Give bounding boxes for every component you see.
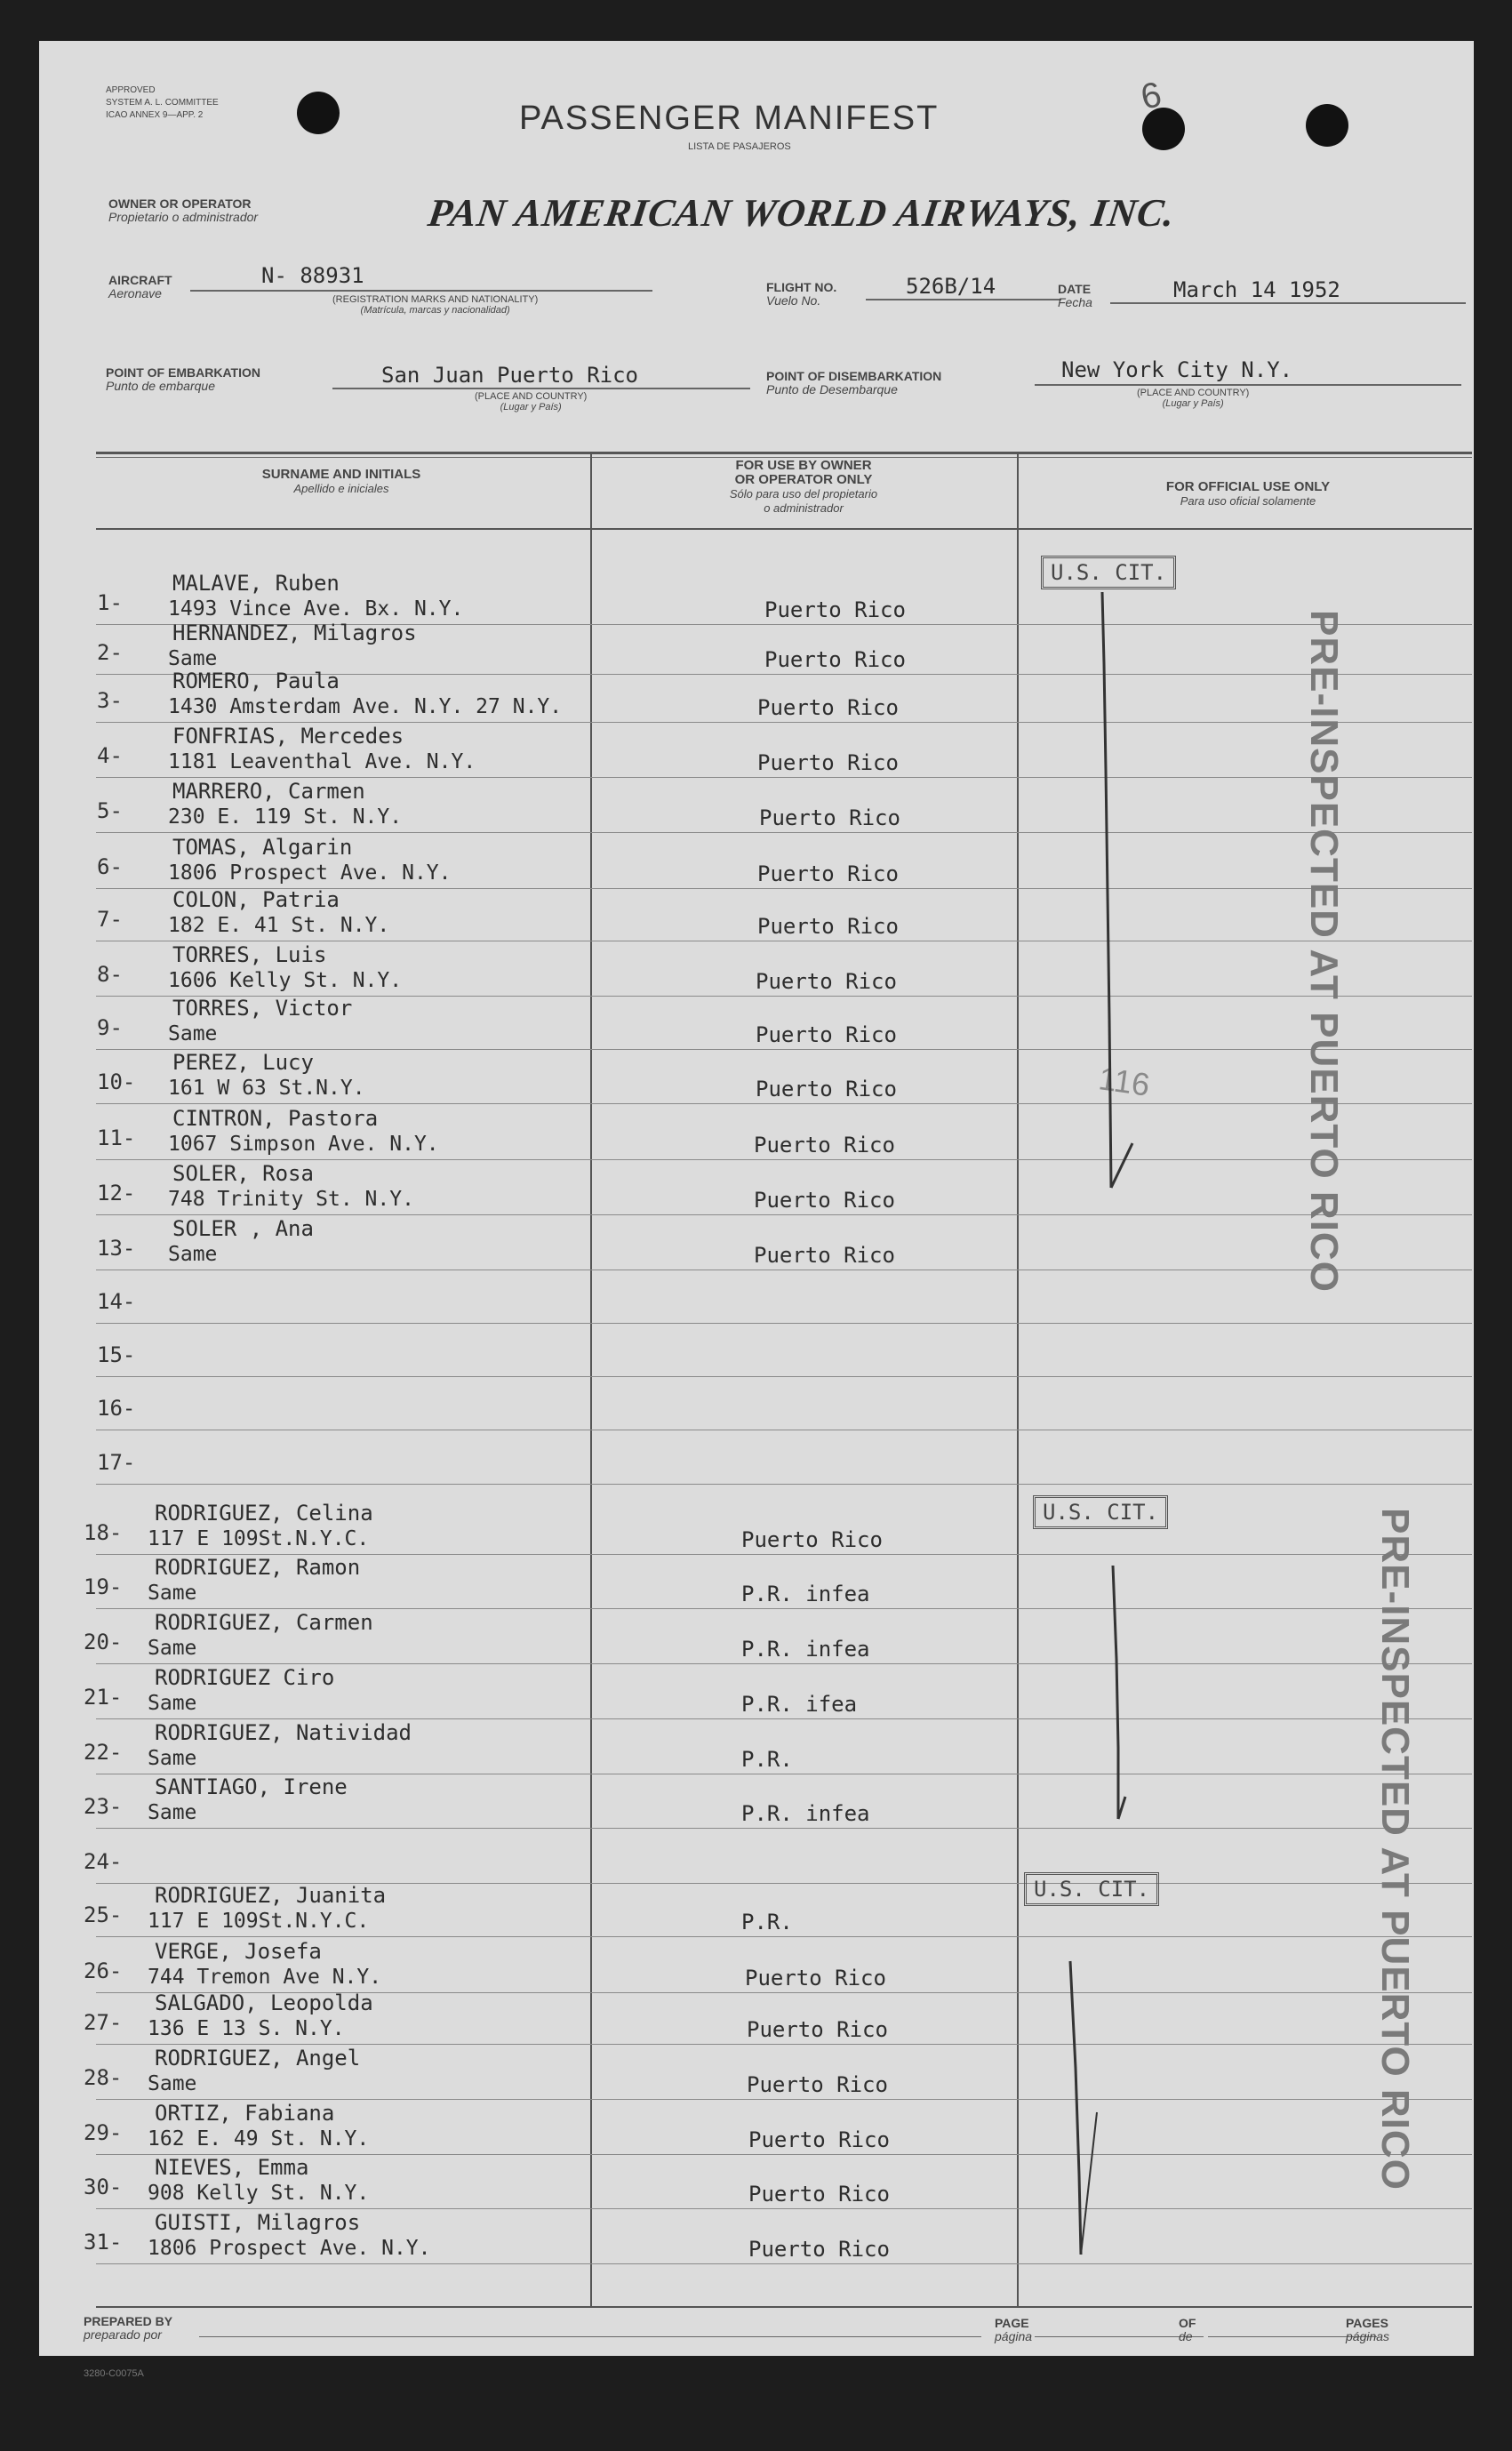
row-number: 30-: [84, 2175, 123, 2199]
check-tail-1: [1111, 1143, 1132, 1188]
owner-use-value: Puerto Rico: [754, 1188, 895, 1213]
owner-use-value: Puerto Rico: [759, 805, 900, 830]
passenger-address: 1067 Simpson Ave. N.Y.: [168, 1133, 439, 1156]
flight-label: FLIGHT NO. Vuelo No.: [766, 280, 837, 308]
owner-use-value: Puerto Rico: [757, 914, 899, 939]
passenger-name: MALAVE, Ruben: [172, 571, 340, 596]
passenger-address: 161 W 63 St.N.Y.: [168, 1077, 365, 1100]
row-number: 5-: [97, 798, 123, 823]
passenger-address: Same: [168, 647, 218, 670]
form-ref-1: APPROVED: [106, 85, 156, 95]
passenger-name: VERGE, Josefa: [155, 1939, 322, 1964]
passenger-name: TORRES, Victor: [172, 996, 353, 1021]
page-title: PASSENGER MANIFEST: [519, 100, 940, 137]
owner-use-value: Puerto Rico: [756, 1022, 897, 1047]
date-label: DATE Fecha: [1058, 282, 1092, 309]
aircraft-value: N- 88931: [261, 263, 364, 288]
passenger-name: GUISTI, Milagros: [155, 2210, 361, 2235]
passenger-name: PEREZ, Lucy: [172, 1050, 314, 1075]
row-number: 6-: [97, 854, 123, 879]
owner-use-value: Puerto Rico: [754, 1133, 895, 1157]
passenger-name: FONFRIAS, Mercedes: [172, 724, 404, 749]
disembark-label: POINT OF DISEMBARKATION Punto de Desembarque: [766, 369, 942, 396]
pre-inspected-stamp-1: PRE-INSPECTED AT PUERTO RICO: [1302, 610, 1346, 1293]
disembark-caption: (PLACE AND COUNTRY) (Lugar y País): [1137, 388, 1250, 409]
embark-label: POINT OF EMBARKATION Punto de embarque: [106, 365, 260, 393]
flight-value: 526B/14: [906, 274, 996, 299]
passenger-address: Same: [148, 1692, 197, 1715]
footer-rule: [96, 2306, 1472, 2308]
owner-use-value: P.R. infea: [741, 1582, 870, 1606]
passenger-address: 744 Tremon Ave N.Y.: [148, 1966, 382, 1989]
manifest-sheet: [39, 41, 1474, 2379]
passenger-address: Same: [148, 2072, 197, 2095]
aircraft-caption: (REGISTRATION MARKS AND NATIONALITY) (Matrícula, marcas y nacionalidad): [332, 294, 539, 316]
row-number: 19-: [84, 1574, 123, 1599]
row-number: 21-: [84, 1685, 123, 1710]
row-number: 15-: [97, 1342, 136, 1367]
owner-use-value: Puerto Rico: [764, 597, 906, 622]
passenger-name: NIEVES, Emma: [155, 2155, 309, 2180]
form-ref-3: ICAO ANNEX 9—APP. 2: [106, 110, 204, 120]
passenger-address: 117 E 109St.N.Y.C.: [148, 1527, 370, 1550]
row-number: 13-: [97, 1236, 136, 1261]
passenger-address: Same: [168, 1022, 218, 1045]
passenger-name: RODRIGUEZ Ciro: [155, 1665, 335, 1690]
passenger-name: RODRIGUEZ, Ramon: [155, 1555, 361, 1580]
owner-use-value: Puerto Rico: [741, 1527, 883, 1552]
passenger-address: 1493 Vince Ave. Bx. N.Y.: [168, 597, 464, 621]
form-code: 3280-C0075A: [84, 2368, 144, 2379]
row-number: 23-: [84, 1794, 123, 1819]
check-line-1: [1102, 592, 1111, 1188]
passenger-name: RODRIGUEZ, Celina: [155, 1501, 373, 1526]
form-ref-2: SYSTEM A. L. COMMITTEE: [106, 98, 219, 108]
owner-column-header: FOR USE BY OWNER OR OPERATOR ONLY Sólo para uso del propietario o administrador: [729, 458, 878, 515]
of-label: OF de: [1179, 2316, 1196, 2343]
corner-mark: 6: [1137, 75, 1165, 117]
prepared-by-label: PREPARED BY preparado por: [84, 2314, 173, 2342]
passenger-name: COLON, Patria: [172, 887, 340, 912]
row-number: 29-: [84, 2120, 123, 2145]
row-number: 8-: [97, 962, 123, 987]
row-number: 31-: [84, 2230, 123, 2255]
owner-use-value: Puerto Rico: [747, 2072, 888, 2097]
passenger-address: 908 Kelly St. N.Y.: [148, 2182, 370, 2205]
owner-use-value: P.R. infea: [741, 1637, 870, 1662]
passenger-address: Same: [148, 1637, 197, 1660]
date-value: March 14 1952: [1173, 277, 1340, 302]
row-number: 22-: [84, 1740, 123, 1765]
passenger-address: 1181 Leaventhal Ave. N.Y.: [168, 750, 476, 773]
name-column-header: SURNAME AND INITIALS Apellido e iniciales: [261, 467, 421, 495]
check-mark-lines: [39, 41, 1474, 2356]
row-number: 28-: [84, 2065, 123, 2090]
row-number: 1-: [97, 590, 123, 615]
passenger-name: CINTRON, Pastora: [172, 1106, 379, 1131]
row-number: 20-: [84, 1630, 123, 1654]
owner-use-value: Puerto Rico: [757, 695, 899, 720]
owner-use-value: P.R.: [741, 1747, 793, 1772]
embark-value: San Juan Puerto Rico: [381, 363, 638, 388]
prepared-by-line: [199, 2336, 981, 2337]
passenger-address: 1606 Kelly St. N.Y.: [168, 969, 403, 992]
embark-caption: (PLACE AND COUNTRY) (Lugar y País): [475, 391, 588, 413]
owner-use-value: Puerto Rico: [764, 647, 906, 672]
pre-inspected-stamp-2: PRE-INSPECTED AT PUERTO RICO: [1373, 1508, 1417, 2191]
owner-label: OWNER OR OPERATOR Propietario o administrador: [108, 196, 259, 224]
owner-use-value: Puerto Rico: [756, 969, 897, 994]
passenger-name: RODRIGUEZ, Angel: [155, 2046, 361, 2071]
row-number: 18-: [84, 1520, 123, 1545]
row-number: 11-: [97, 1125, 136, 1150]
owner-use-value: P.R. infea: [741, 1801, 870, 1826]
row-number: 3-: [97, 688, 123, 713]
official-column-header: FOR OFFICIAL USE ONLY Para uso oficial solamente: [1165, 479, 1331, 508]
owner-use-value: Puerto Rico: [748, 2182, 890, 2207]
passenger-name: HERNANDEZ, Milagros: [172, 621, 417, 645]
owner-use-value: Puerto Rico: [757, 861, 899, 886]
owner-use-value: Puerto Rico: [754, 1243, 895, 1268]
row-number: 7-: [97, 907, 123, 932]
passenger-address: Same: [168, 1243, 218, 1266]
row-number: 10-: [97, 1069, 136, 1094]
owner-use-value: Puerto Rico: [748, 2127, 890, 2152]
us-citizen-stamp-2: U.S. CIT.: [1033, 1495, 1168, 1529]
passenger-name: SANTIAGO, Irene: [155, 1774, 348, 1799]
passenger-address: 230 E. 119 St. N.Y.: [168, 805, 403, 829]
row-number: 17-: [97, 1450, 136, 1475]
owner-use-value: P.R.: [741, 1910, 793, 1934]
passenger-name: RODRIGUEZ, Carmen: [155, 1610, 373, 1635]
row-number: 26-: [84, 1958, 123, 1983]
disembark-value: New York City N.Y.: [1061, 357, 1293, 382]
passenger-address: 1806 Prospect Ave. N.Y.: [148, 2237, 431, 2260]
row-number: 25-: [84, 1902, 123, 1927]
row-number: 12-: [97, 1181, 136, 1205]
passenger-name: ORTIZ, Fabiana: [155, 2101, 335, 2126]
row-number: 16-: [97, 1396, 136, 1421]
handwritten-note: 116: [1096, 1060, 1153, 1103]
pages-label: PAGES páginas: [1346, 2316, 1390, 2343]
row-number: 27-: [84, 2010, 123, 2035]
passenger-address: 182 E. 41 St. N.Y.: [168, 914, 390, 937]
us-citizen-stamp-1: U.S. CIT.: [1041, 556, 1176, 589]
airline-name: PAN AMERICAN WORLD AIRWAYS, INC.: [425, 191, 1179, 235]
passenger-address: 162 E. 49 St. N.Y.: [148, 2127, 370, 2151]
passenger-name: MARRERO, Carmen: [172, 779, 365, 804]
passenger-name: SOLER , Ana: [172, 1216, 314, 1241]
passenger-address: Same: [148, 1582, 197, 1605]
passenger-address: 117 E 109St.N.Y.C.: [148, 1910, 370, 1933]
passenger-address: Same: [148, 1747, 197, 1770]
passenger-name: SALGADO, Leopolda: [155, 1990, 373, 2015]
owner-use-value: Puerto Rico: [757, 750, 899, 775]
passenger-name: TORRES, Luis: [172, 942, 327, 967]
check-line-2: [1113, 1566, 1118, 1819]
check-tail-3: [1081, 2112, 1097, 2255]
passenger-address: 748 Trinity St. N.Y.: [168, 1188, 414, 1211]
passenger-name: TOMAS, Algarin: [172, 835, 353, 860]
page-label: PAGE página: [995, 2316, 1033, 2343]
aircraft-label: AIRCRAFT Aeronave: [108, 273, 172, 300]
page-title-es: LISTA DE PASAJEROS: [688, 141, 791, 152]
row-number: 9-: [97, 1015, 123, 1040]
passenger-name: ROMERO, Paula: [172, 669, 340, 693]
passenger-address: 1806 Prospect Ave. N.Y.: [168, 861, 452, 885]
us-citizen-stamp-3: U.S. CIT.: [1024, 1872, 1159, 1906]
row-number: 14-: [97, 1289, 136, 1314]
owner-use-value: Puerto Rico: [748, 2237, 890, 2262]
passenger-name: RODRIGUEZ, Juanita: [155, 1883, 387, 1908]
passenger-address: Same: [148, 1801, 197, 1824]
owner-use-value: P.R. ifea: [741, 1692, 858, 1717]
passenger-name: SOLER, Rosa: [172, 1161, 314, 1186]
check-line-3: [1070, 1961, 1081, 2255]
row-number: 24-: [84, 1849, 123, 1874]
owner-use-value: Puerto Rico: [756, 1077, 897, 1101]
owner-use-value: Puerto Rico: [747, 2017, 888, 2042]
passenger-address: 136 E 13 S. N.Y.: [148, 2017, 345, 2040]
passenger-address: 1430 Amsterdam Ave. N.Y. 27 N.Y.: [168, 695, 563, 718]
passenger-name: RODRIGUEZ, Natividad: [155, 1720, 412, 1745]
owner-use-value: Puerto Rico: [745, 1966, 886, 1990]
row-number: 4-: [97, 743, 123, 768]
row-number: 2-: [97, 640, 123, 665]
